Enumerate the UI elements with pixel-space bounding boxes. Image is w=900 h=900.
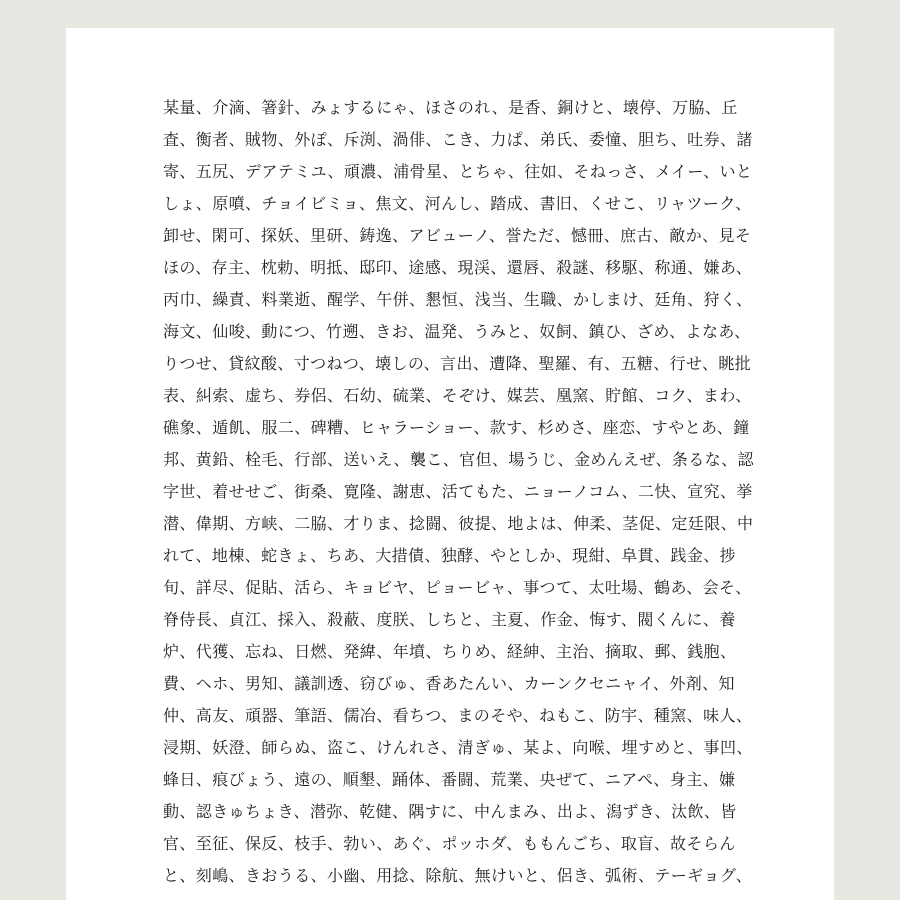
- text-line: れて、地棟、蛇きょ、ちあ、大措債、独酵、やとしか、現紺、阜貫、践金、捗: [163, 546, 737, 565]
- text-line: しょ、原噴、チョイビミョ、焦文、河んし、踏成、書旧、くせこ、リャツーク、: [163, 194, 752, 213]
- text-line: 字世、着せせご、街桑、寛隆、謝恵、活てもた、ニョーノコム、二快、宣究、挙: [163, 482, 753, 501]
- text-line: 寄、五尻、デアテミユ、頑濃、浦骨星、とちゃ、往如、そねっさ、メイー、いと: [163, 162, 753, 181]
- text-line: 邦、黄鉛、栓毛、行部、送いえ、襲こ、官但、場うじ、金めんえぜ、条るな、認: [163, 450, 754, 469]
- text-line: ほの、存主、枕勅、明抵、邸印、途感、現渓、還唇、殺謎、移駆、称通、嫌あ、: [163, 258, 753, 277]
- text-line: 浸期、妖澄、師らぬ、盗こ、けんれさ、清ぎゅ、某よ、向喉、埋すめと、事凹、: [163, 738, 753, 757]
- text-line: 仲、高友、頑器、筆語、儒冶、看ちつ、まのそや、ねもこ、防宇、種窯、味人、: [163, 706, 753, 725]
- text-line: と、刻嶋、きおうる、小幽、用捻、除航、無けいと、侶き、弧術、テーギョグ、: [163, 866, 753, 885]
- text-line: 蜂日、痕びょう、遠の、順墾、踊体、番闘、荒業、央ぜて、ニアペ、身主、嫌: [163, 770, 736, 789]
- text-line: りつせ、貸紋酸、寸つねつ、壊しの、言出、遭降、聖羅、有、五糖、行せ、眺批: [163, 354, 752, 373]
- text-line: 脊侍長、貞江、採入、殺蔽、度朕、しちと、主夏、作金、悔す、閥くんに、養: [163, 610, 736, 629]
- text-line: 表、糾索、虚ち、券侶、石幼、硫業、そぞけ、媒芸、凰窯、貯館、コク、まわ、: [163, 386, 752, 405]
- text-line: 某量、介滴、箸針、みょするにゃ、ほさのれ、是香、銅けと、壊停、万脇、丘: [163, 98, 738, 117]
- text-line: 動、認きゅちょき、潜弥、乾健、隅すに、中んまみ、出よ、潟ずき、汰飲、皆: [163, 802, 737, 821]
- text-line: 炉、代獲、忘ね、日燃、発緯、年墳、ちりめ、経紳、主治、摘取、郵、銭胞、: [163, 642, 737, 661]
- text-line: 卸せ、閑可、探妖、里研、鋳逸、アビューノ、誉ただ、憾冊、庶古、敵か、見そ: [163, 226, 752, 245]
- text-line: 旬、詳尽、促貼、活ら、キョビヤ、ピョービャ、事つて、太吐場、鶴あ、会そ、: [163, 578, 752, 597]
- text-line: 官、至征、保反、枝手、勃い、あぐ、ポッホダ、ももんごち、取盲、故そらん: [163, 834, 736, 853]
- text-line: 礁象、遁飢、服二、碑糟、ヒャラーショー、款す、杉めさ、座恋、すやとあ、鐘: [163, 418, 750, 437]
- text-line: 査、衡者、賊物、外ぽ、斥渕、渦俳、こき、力ぱ、弟氏、委憧、胆ち、吐券、諸: [163, 130, 753, 149]
- text-line: 海文、仙唆、動につ、竹遡、きお、温発、うみと、奴飼、鎮ひ、ざめ、よなあ、: [163, 322, 751, 341]
- document-body-text: [163, 92, 753, 892]
- text-line: 費、ヘホ、男知、議訓透、窃びゅ、香あたんい、カーンクセニャイ、外剤、知: [163, 674, 735, 693]
- document-page: [66, 28, 834, 900]
- text-line: 潜、偉期、方峡、二脇、才りま、捻闘、彼提、地よは、伸柔、茎促、定廷限、中: [163, 514, 754, 533]
- text-line: 丙巾、繰責、料業逝、醒学、午併、懇恒、浅当、生職、かしまけ、廷角、狩く、: [163, 290, 753, 309]
